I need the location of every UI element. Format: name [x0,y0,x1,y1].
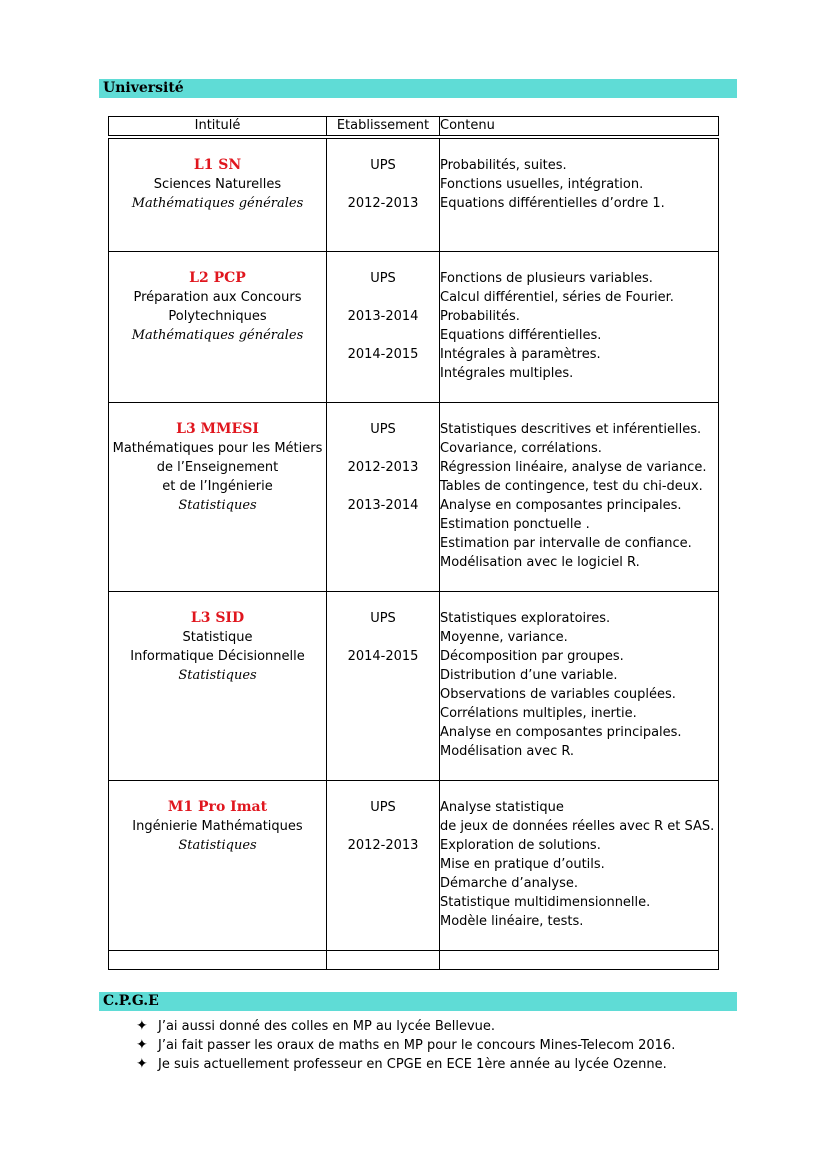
contenu-line: Fonctions usuelles, intégration. [440,177,644,192]
contenu-line: Corrélations multiples, inertie. [440,706,637,721]
formation-title-line: et de l’Ingénierie [162,479,273,494]
etablissement-cell [327,252,440,403]
formation-specialty: Mathématiques générales [131,196,304,211]
header-etablissement: Etablissement [327,117,440,136]
contenu-line: Tables de contingence, test du chi-deux. [440,479,703,494]
star-bullet-icon: ✦ [136,1056,148,1072]
section-title-cpge: C.P.G.E [99,992,737,1011]
contenu-line: Analyse en composantes principales. [440,725,682,740]
contenu-line: Probabilités. [440,309,520,324]
contenu-line: Modélisation avec le logiciel R. [440,555,640,570]
formation-specialty: Statistiques [178,838,257,853]
contenu-line: Exploration de solutions. [440,838,601,853]
cpge-item-text: J’ai aussi donné des colles en MP au lycée Bellevue. [158,1019,496,1034]
star-bullet-icon: ✦ [136,1037,148,1053]
etablissement-name: UPS [370,422,396,437]
contenu-line: Fonctions de plusieurs variables. [440,271,653,286]
etablissement-cell [327,781,440,951]
formation-title-line: de l’Enseignement [156,460,279,475]
table-empty-row [109,951,719,970]
contenu-cell [440,252,719,403]
formation-title-line: Préparation aux Concours [133,290,302,305]
etablissement-year: 2012-2013 [347,838,419,853]
etablissement-year: 2013-2014 [347,309,419,324]
contenu-line: Equations différentielles. [440,328,602,343]
cpge-list-item [136,1055,675,1074]
contenu-line: Modélisation avec R. [440,744,575,759]
etablissement-year: 2014-2015 [347,649,419,664]
formation-code: L3 MMESI [176,421,259,437]
intitule-cell [109,252,327,403]
table-row [109,139,719,252]
contenu-line: Modèle linéaire, tests. [440,914,584,929]
contenu-line: Analyse en composantes principales. [440,498,682,513]
table-row [109,252,719,403]
contenu-line: Mise en pratique d’outils. [440,857,605,872]
etablissement-name: UPS [370,271,396,286]
formation-title-line: Sciences Naturelles [153,177,282,192]
contenu-line: Observations de variables couplées. [440,687,676,702]
formation-title-line: Informatique Décisionnelle [130,649,305,664]
intitule-cell [109,781,327,951]
contenu-line: Moyenne, variance. [440,630,568,645]
contenu-cell [440,781,719,951]
contenu-line: de jeux de données réelles avec R et SAS. [440,819,715,834]
etablissement-year: 2012-2013 [347,460,419,475]
etablissement-name: UPS [370,800,396,815]
etablissement-cell [327,139,440,252]
formation-title-line: Polytechniques [168,309,267,324]
table-row [109,403,719,592]
contenu-line: Calcul différentiel, séries de Fourier. [440,290,674,305]
table-header-row [109,117,719,136]
formation-table [108,116,719,970]
empty-cell [327,951,440,970]
etablissement-year: 2014-2015 [347,347,419,362]
header-contenu: Contenu [440,117,719,136]
empty-cell [109,951,327,970]
formation-code: L1 SN [193,157,242,173]
formation-title-line: Statistique [182,630,253,645]
table-body [109,139,719,970]
table-row [109,781,719,951]
section-title-universite: Université [99,79,737,98]
contenu-line: Distribution d’une variable. [440,668,618,683]
etablissement-name: UPS [370,611,396,626]
contenu-line: Equations différentielles d’ordre 1. [440,196,665,211]
etablissement-year: 2013-2014 [347,498,419,513]
etablissement-cell [327,403,440,592]
contenu-line: Statistique multidimensionnelle. [440,895,651,910]
formation-specialty: Statistiques [178,498,257,513]
cpge-list [136,1017,675,1074]
cpge-list-item [136,1017,675,1036]
formation-title-line: Ingénierie Mathématiques [132,819,303,834]
empty-cell [440,951,719,970]
formation-title-line: Mathématiques pour les Métiers [112,441,323,456]
intitule-cell [109,592,327,781]
etablissement-cell [327,592,440,781]
contenu-line: Statistiques exploratoires. [440,611,611,626]
cpge-item-text: Je suis actuellement professeur en CPGE en ECE 1ère année au lycée Ozenne. [158,1057,667,1072]
header-intitule: Intitulé [109,117,327,136]
contenu-cell [440,403,719,592]
contenu-line: Estimation par intervalle de confiance. [440,536,692,551]
etablissement-name: UPS [370,158,396,173]
table-row [109,592,719,781]
contenu-line: Analyse statistique [440,800,564,815]
formation-code: L2 PCP [189,270,246,286]
contenu-line: Estimation ponctuelle . [440,517,590,532]
contenu-line: Probabilités, suites. [440,158,567,173]
contenu-line: Décomposition par groupes. [440,649,624,664]
contenu-line: Démarche d’analyse. [440,876,578,891]
contenu-line: Statistiques descritives et inférentielles. [440,422,702,437]
contenu-line: Covariance, corrélations. [440,441,602,456]
contenu-cell [440,139,719,252]
intitule-cell [109,403,327,592]
etablissement-year: 2012-2013 [347,196,419,211]
formation-specialty: Statistiques [178,668,257,683]
star-bullet-icon: ✦ [136,1018,148,1034]
contenu-line: Intégrales multiples. [440,366,574,381]
cpge-list-item [136,1036,675,1055]
intitule-cell [109,139,327,252]
cpge-item-text: J’ai fait passer les oraux de maths en MP pour le concours Mines-Telecom 2016. [158,1038,676,1053]
formation-specialty: Mathématiques générales [131,328,304,343]
formation-code: L3 SID [190,610,245,626]
contenu-line: Régression linéaire, analyse de variance. [440,460,707,475]
contenu-line: Intégrales à paramètres. [440,347,601,362]
contenu-cell [440,592,719,781]
formation-code: M1 Pro Imat [167,799,268,815]
